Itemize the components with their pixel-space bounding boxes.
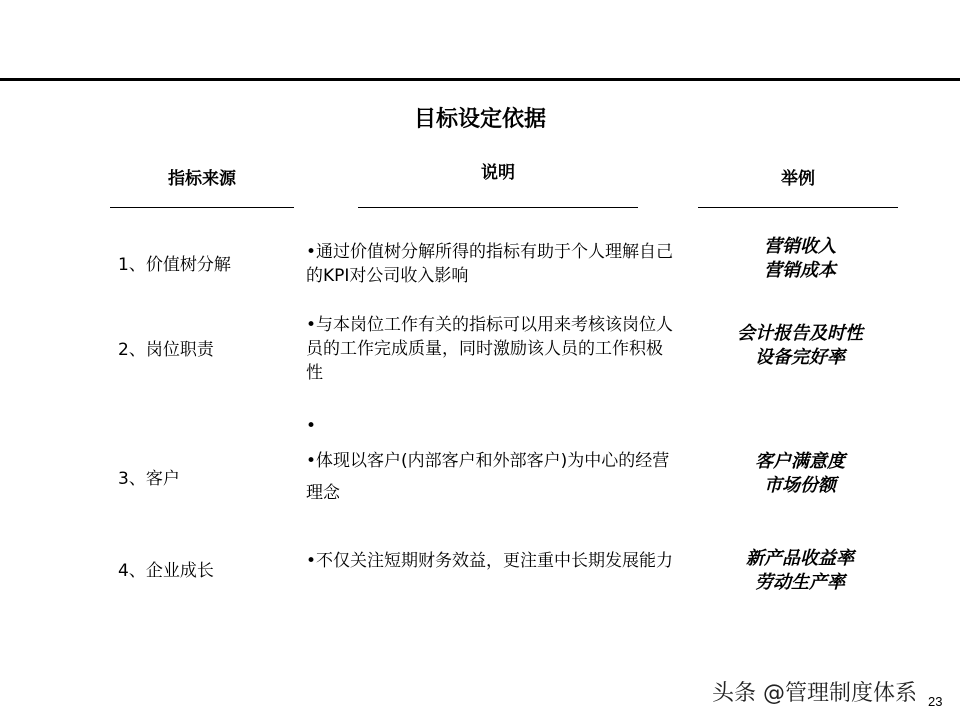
- row-4-examples: [700, 547, 900, 595]
- header-source: 指标来源: [168, 169, 236, 189]
- example-item: 客户满意度: [755, 451, 845, 472]
- example-item: 会计报告及时性: [737, 323, 863, 344]
- row-3-source: 3、客户: [118, 469, 180, 489]
- row-4-description: •不仅关注短期财务效益，更注重中长期发展能力: [306, 551, 674, 571]
- example-item: 市场份额: [764, 475, 836, 496]
- row-3-examples: [700, 450, 900, 498]
- example-item: 营销收入: [764, 236, 836, 257]
- row-3-bullet-empty: •: [306, 416, 317, 436]
- page-title: 目标设定依据: [413, 106, 546, 132]
- row-4-source: 4、企业成长: [118, 561, 214, 581]
- watermark: 头条 @管理制度体系: [712, 681, 917, 706]
- page-number: 23: [928, 694, 943, 709]
- row-1-examples: [700, 235, 900, 283]
- example-item: 营销成本: [764, 260, 836, 281]
- example-item: 劳动生产率: [755, 572, 845, 593]
- header-rule-example: [698, 207, 898, 208]
- header-rule-source: [110, 207, 294, 208]
- header-rule-description: [358, 207, 638, 208]
- row-2-source: 2、岗位职责: [118, 340, 214, 360]
- row-2-description: •与本岗位工作有关的指标可以用来考核该岗位人员的工作完成质量，同时激励该人员的工作积极性: [306, 315, 674, 383]
- header-example: 举例: [781, 169, 815, 189]
- row-2-examples: [700, 322, 900, 370]
- top-divider: [0, 78, 960, 81]
- example-item: 新产品收益率: [746, 548, 854, 569]
- header-description: 说明: [481, 163, 515, 183]
- row-1-description: •通过价值树分解所得的指标有助于个人理解自己的KPI对公司收入影响: [306, 242, 674, 286]
- row-3-description: •体现以客户(内部客户和外部客户)为中心的经营理念: [306, 451, 670, 503]
- example-item: 设备完好率: [755, 347, 845, 368]
- row-1-source: 1、价值树分解: [118, 255, 231, 275]
